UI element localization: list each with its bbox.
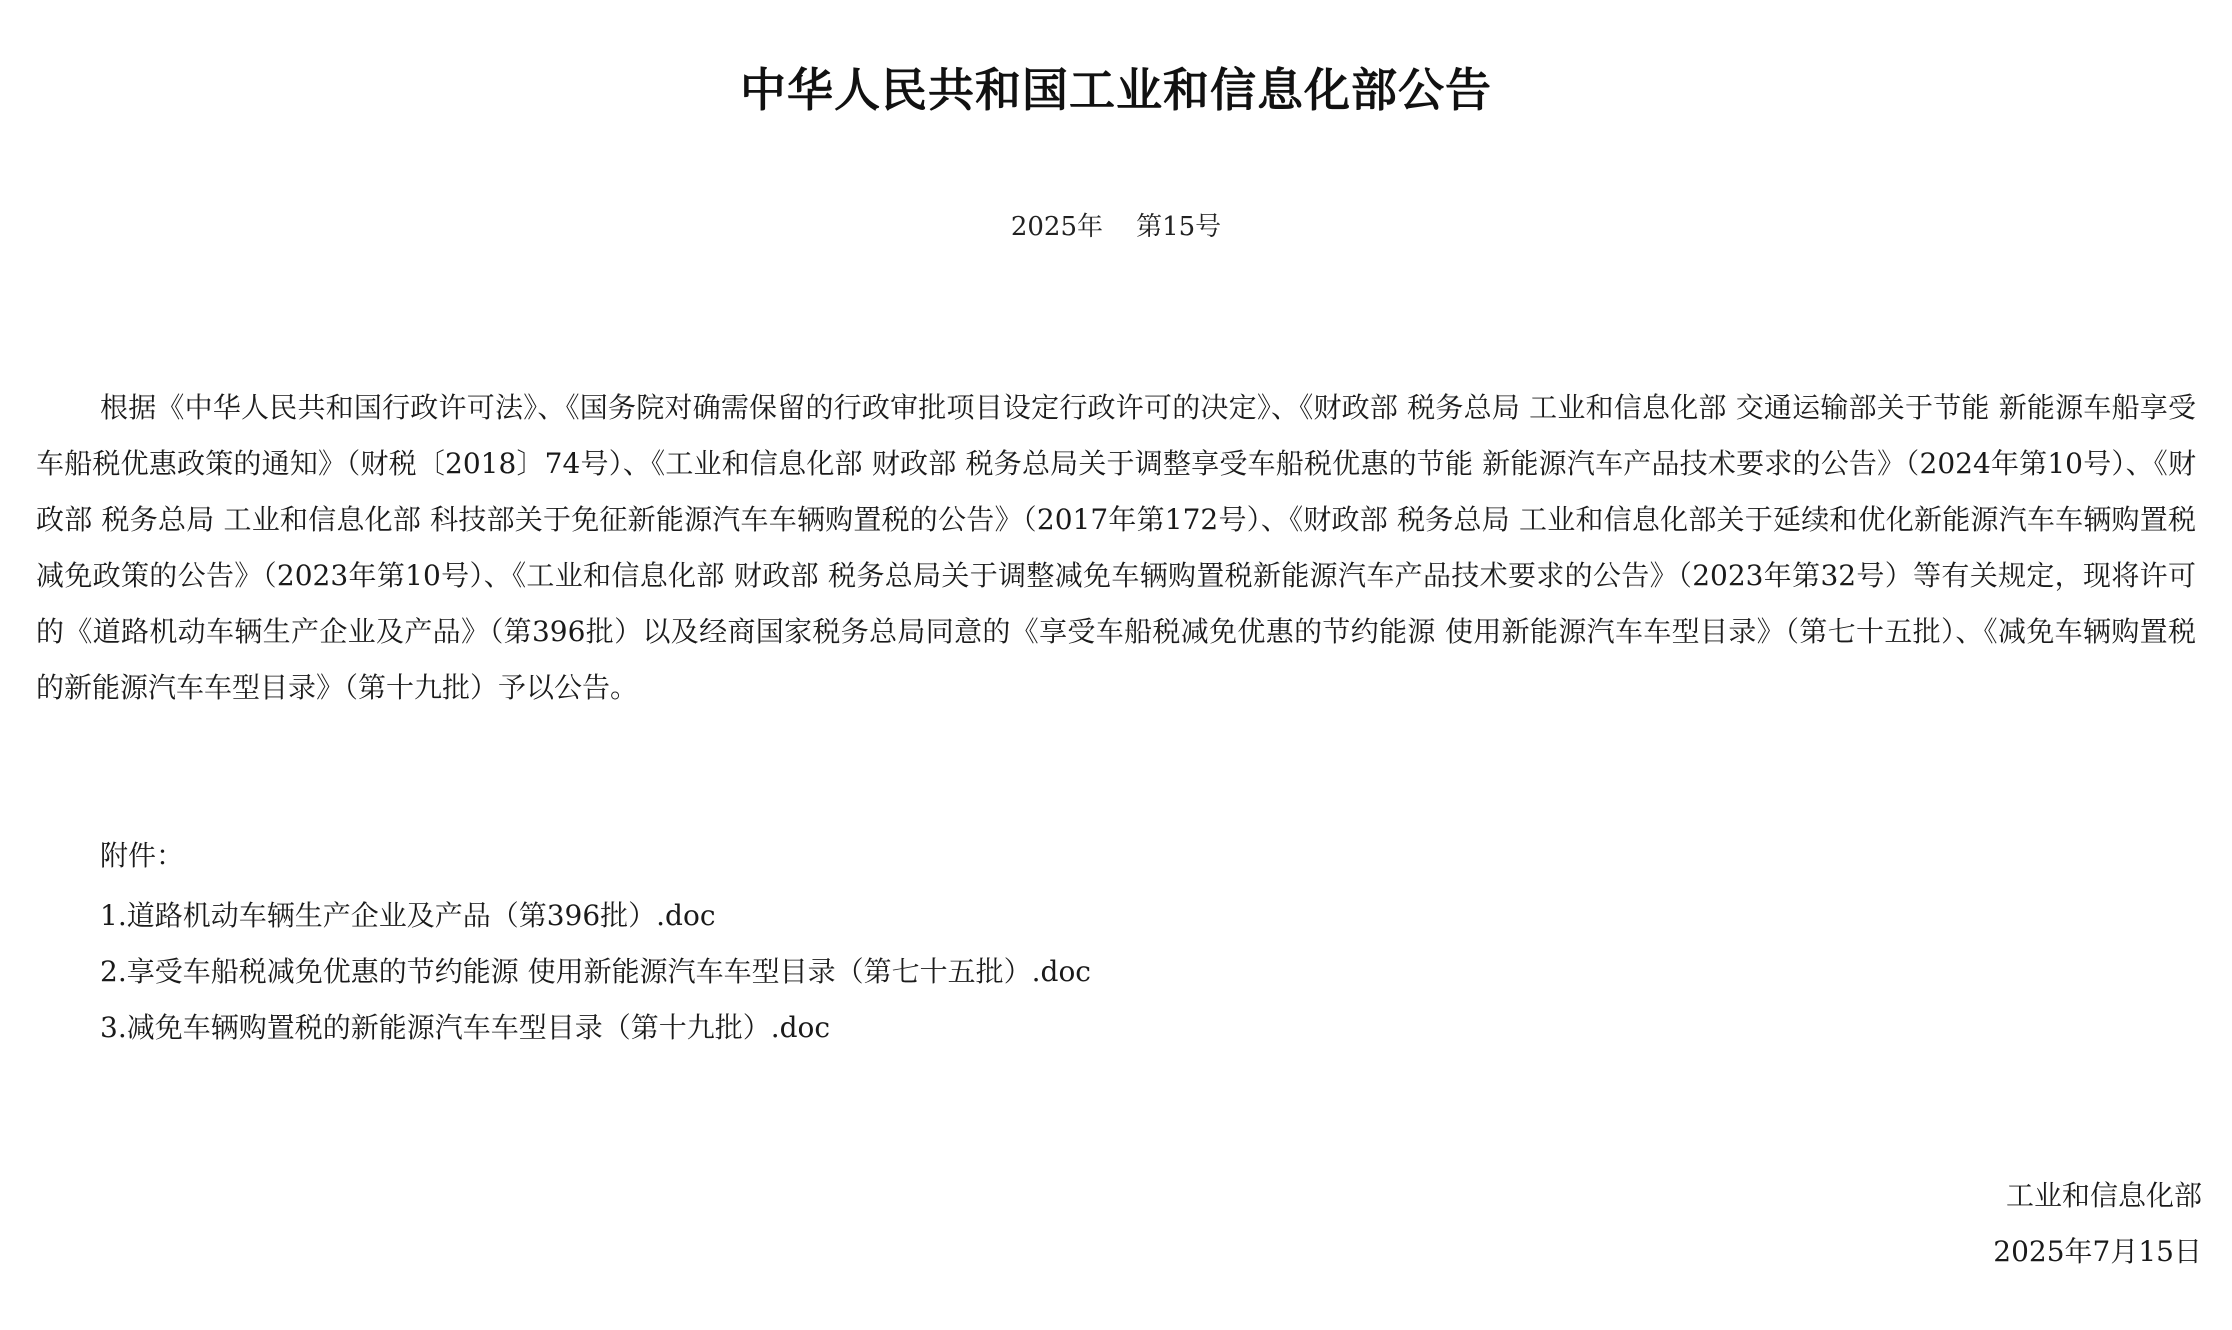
attachment-link-3[interactable]: 3.减免车辆购置税的新能源汽车车型目录（第十九批）.doc bbox=[100, 1011, 831, 1044]
attachment-link-1[interactable]: 1.道路机动车辆生产企业及产品（第396批）.doc bbox=[100, 899, 716, 932]
attachment-link-2[interactable]: 2.享受车船税减免优惠的节约能源 使用新能源汽车车型目录（第七十五批）.doc bbox=[100, 955, 1091, 988]
attachment-item bbox=[100, 944, 1091, 1000]
attachments-section bbox=[100, 832, 1091, 1056]
document-number: 2025年 第15号 bbox=[1010, 212, 1222, 242]
attachment-list bbox=[100, 888, 1091, 1056]
attachments-heading: 附件： bbox=[100, 839, 185, 872]
announcement-body: 根据《中华人民共和国行政许可法》、《国务院对确需保留的行政审批项目设定行政许可的决定》、《财政部 税务总局 工业和信息化部 交通运输部关于节能 新能源车船享受车船税优惠政策的通知》（财税〔2018〕74号）、《工业和信息化部 财政部 税务总局关于调整享受车船税优惠的节能 新能源汽车产品技术要求的公告》（2024年第10号）、《财政部 税务总局 工业和信息化部 科技部关于免征新能源汽车车辆购置税的公告》（2017年第172号）、《财政部 税务总局 工业和信息化部关于延续和优化新能源汽车车辆购置税减免政策的公告》（2023年第10号）、《工业和信息化部 财政部 税务总局关于调整减免车辆购置税新能源汽车产品技术要求的公告》（2023年第32号）等有关规定，现将许可的《道路机动车辆生产企业及产品》（第396批）以及经商国家税务总局同意的《享受车船税减免优惠的节约能源 使用新能源汽车车型目录》（第七十五批）、《减免车辆购置税的新能源汽车车型目录》（第十九批）予以公告。 bbox=[36, 391, 2196, 704]
page-title: 中华人民共和国工业和信息化部公告 bbox=[740, 63, 1492, 117]
attachment-item bbox=[100, 888, 1091, 944]
issue-date: 2025年7月15日 bbox=[1993, 1235, 2202, 1268]
attachment-item bbox=[100, 1000, 1091, 1056]
signature-block bbox=[1993, 1168, 2202, 1280]
issuer-name: 工业和信息化部 bbox=[2005, 1179, 2202, 1212]
